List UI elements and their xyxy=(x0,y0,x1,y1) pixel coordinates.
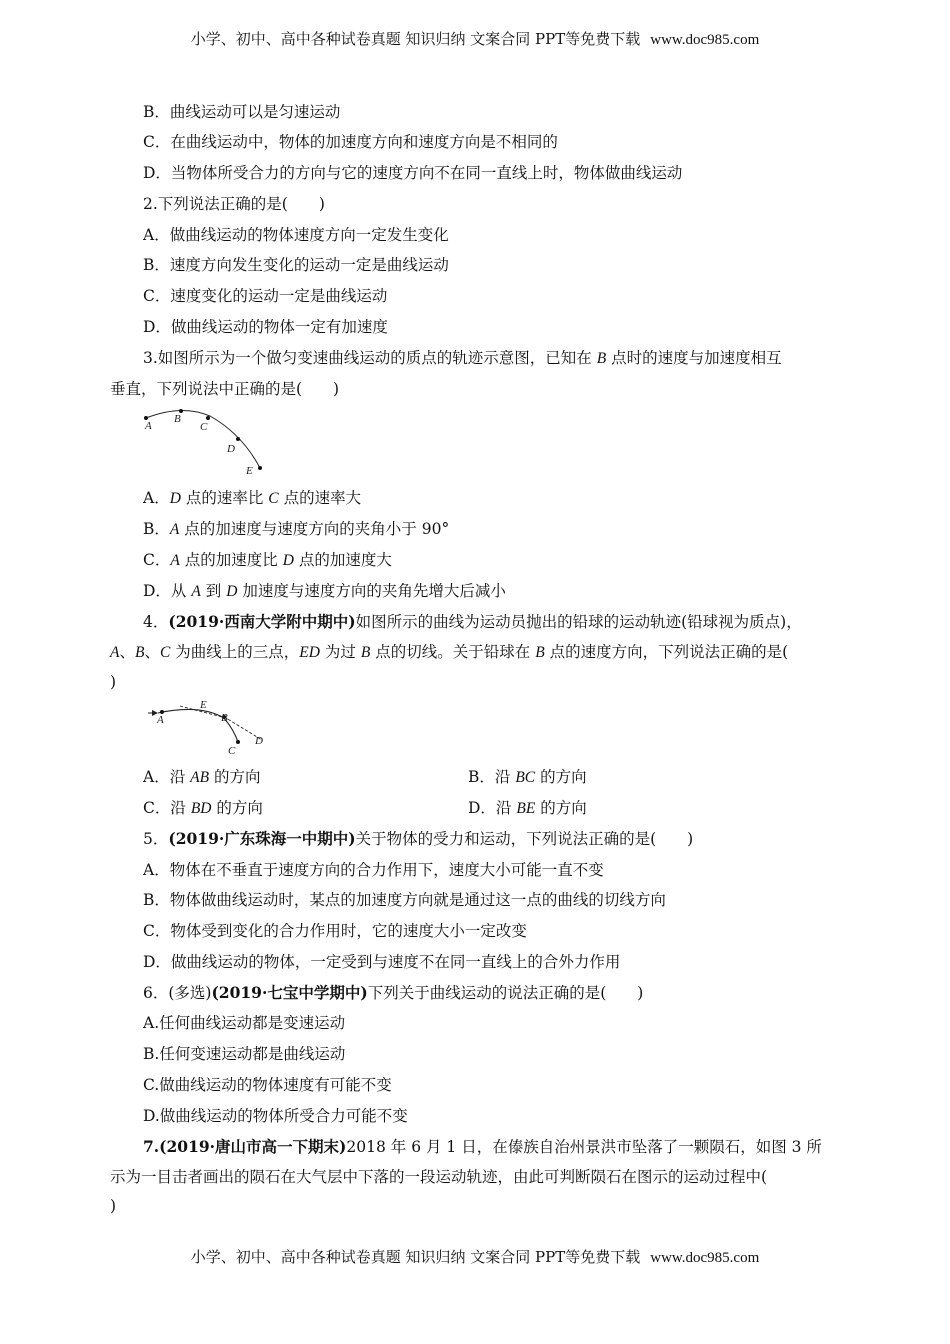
q4-option-a-var: AB xyxy=(190,769,210,786)
q4-option-b xyxy=(468,767,587,788)
q5-option-a: A．物体在不垂直于速度方向的合力作用下，速度大小可能一直不变 xyxy=(143,861,604,879)
q2-option-b: B．速度方向发生变化的运动一定是曲线运动 xyxy=(143,256,449,274)
q3-option-c xyxy=(143,550,392,571)
q3-option-a-mid: 点的速率比 xyxy=(185,489,264,507)
q4-shotput-figure xyxy=(142,696,270,756)
q7-stem-line3: ) xyxy=(110,1197,117,1215)
q7-stem-line2: 示为一目击者画出的陨石在大气层中下落的一段运动轨迹，由此可判断陨石在图示的运动过程中( xyxy=(110,1168,768,1186)
q2-option-c: C．速度变化的运动一定是曲线运动 xyxy=(143,287,388,305)
q6-option-c: C.做曲线运动的物体速度有可能不变 xyxy=(143,1076,392,1094)
q4-stem-mid: 为曲线上的三点， xyxy=(175,643,300,661)
q5-option-c: C．物体受到变化的合力作用时，它的速度大小一定改变 xyxy=(143,922,527,940)
q3-point-c xyxy=(206,416,210,420)
q7-source: 7.(2019·唐山市高一下期末) xyxy=(143,1137,347,1156)
page-footer xyxy=(0,1246,950,1267)
q4-label-c: C xyxy=(228,745,236,756)
q4-var-b3: B xyxy=(535,644,545,661)
q3-option-b-prefix: B． xyxy=(143,520,170,538)
q3-stem-var-b: B xyxy=(596,350,607,367)
q4-stem-end: 点的切线。关于铅球在 xyxy=(375,643,531,661)
q4-var-ed: ED xyxy=(299,644,320,661)
q3-stem-text-a: 3.如图所示为一个做匀变速曲线运动的质点的轨迹示意图，已知在 xyxy=(143,349,592,367)
q3-stem-line1 xyxy=(143,348,782,369)
q4-point-c xyxy=(236,740,240,744)
q3-option-a-prefix: A． xyxy=(143,489,170,507)
q3-label-d: D xyxy=(227,443,235,455)
q3-label-b: B xyxy=(174,413,181,425)
q3-option-c-end: 点的加速度大 xyxy=(298,551,392,569)
q4-source: (2019·西南大学附中期中) xyxy=(168,612,356,631)
q3-point-e xyxy=(258,466,262,470)
footer-text: 小学、初中、高中各种试卷真题 知识归纳 文案合同 PPT等免费下载 xyxy=(190,1248,641,1266)
q6-option-d: D.做曲线运动的物体所受合力可能不变 xyxy=(143,1107,408,1125)
footer-url: www.doc985.com xyxy=(650,1250,760,1266)
q4-sep1: 、 xyxy=(119,643,135,661)
q4-var-b: B xyxy=(134,644,145,661)
q5-source: (2019·广东珠海一中期中) xyxy=(168,829,356,848)
q4-option-a-end: 的方向 xyxy=(214,768,261,786)
q3-point-d xyxy=(236,437,240,441)
q4-option-d-prefix: D．沿 xyxy=(468,799,512,817)
q3-trajectory-figure xyxy=(138,402,268,478)
page-header xyxy=(0,28,950,49)
q4-option-a xyxy=(143,767,261,788)
q4-stem-mid2: 为过 xyxy=(324,643,356,661)
q3-option-a-var2: C xyxy=(268,490,279,507)
q2-option-d: D．做曲线运动的物体一定有加速度 xyxy=(143,318,388,336)
q3-label-c: C xyxy=(200,421,208,433)
q5-number: 5． xyxy=(143,830,169,848)
q4-label-e: E xyxy=(200,699,207,711)
q3-option-a-var1: D xyxy=(169,490,181,507)
q3-option-d-prefix: D．从 xyxy=(143,582,187,600)
q4-label-d: D xyxy=(255,735,263,747)
header-url: www.doc985.com xyxy=(650,32,760,48)
q5-option-b: B．物体做曲线运动时，某点的加速度方向就是通过这一点的曲线的切线方向 xyxy=(143,891,666,909)
q4-option-d-var: BE xyxy=(516,800,536,817)
q4-stem-end2: 点的速度方向，下列说法正确的是( xyxy=(549,643,789,661)
q4-option-c-var: BD xyxy=(190,800,212,817)
q3-option-b xyxy=(143,519,449,540)
q4-option-c xyxy=(143,798,263,819)
q4-sep2: 、 xyxy=(144,643,160,661)
q3-option-c-var1: A xyxy=(170,552,180,569)
q4-var-b2: B xyxy=(360,644,371,661)
q4-var-a: A xyxy=(110,644,120,661)
q3-stem-text-c: 点时的速度与加速度相互 xyxy=(611,349,782,367)
q4-var-c: C xyxy=(159,644,171,661)
q3-option-d xyxy=(143,581,506,602)
header-text: 小学、初中、高中各种试卷真题 知识归纳 文案合同 PPT等免费下载 xyxy=(190,30,641,48)
q2-stem: 2.下列说法正确的是( ) xyxy=(143,195,325,213)
q5-stem xyxy=(143,829,693,849)
q3-option-c-var2: D xyxy=(282,552,294,569)
q3-option-a xyxy=(143,488,361,509)
q4-option-c-prefix: C．沿 xyxy=(143,799,186,817)
q4-stem-line1 xyxy=(143,612,802,632)
q3-option-d-var2: D xyxy=(226,583,238,600)
q4-option-d xyxy=(468,798,587,819)
q4-option-b-end: 的方向 xyxy=(540,768,587,786)
q6-number: 6．(多选) xyxy=(143,984,212,1002)
q3-option-d-end: 加速度与速度方向的夹角先增大后减小 xyxy=(242,582,506,600)
q3-trajectory-curve xyxy=(146,410,260,468)
q7-stem-text1: 2018 年 6 月 1 日，在傣族自治州景洪市坠落了一颗陨石，如图 3 所 xyxy=(346,1138,822,1156)
q4-stem-line2 xyxy=(110,642,788,663)
q4-label-b: B xyxy=(221,712,228,724)
q3-option-b-var1: A xyxy=(169,521,180,538)
q6-option-b: B.任何变速运动都是曲线运动 xyxy=(143,1045,346,1063)
q6-option-a: A.任何曲线运动都是变速运动 xyxy=(143,1014,346,1032)
q3-option-d-var1: A xyxy=(191,583,201,600)
q3-stem-line2: 垂直，下列说法中正确的是( ) xyxy=(110,380,340,398)
q3-option-b-end: 点的加速度与速度方向的夹角小于 90° xyxy=(184,520,450,538)
q4-stem-text1: 如图所示的曲线为运动员抛出的铅球的运动轨迹(铅球视为质点)， xyxy=(355,613,802,631)
q3-label-a: A xyxy=(145,420,152,432)
q4-number: 4． xyxy=(143,613,169,631)
q7-stem-line1 xyxy=(143,1137,822,1157)
q5-stem-text: 关于物体的受力和运动，下列说法正确的是( ) xyxy=(355,830,694,848)
q1-option-c: C．在曲线运动中，物体的加速度方向和速度方向是不相同的 xyxy=(143,133,558,151)
q3-option-c-prefix: C． xyxy=(143,551,171,569)
q6-stem xyxy=(143,983,643,1003)
q3-option-c-mid: 点的加速度比 xyxy=(184,551,278,569)
q4-option-d-end: 的方向 xyxy=(540,799,587,817)
q1-option-d: D．当物体所受合力的方向与它的速度方向不在同一直线上时，物体做曲线运动 xyxy=(143,164,683,182)
q3-label-e: E xyxy=(246,465,253,477)
q1-option-b: B．曲线运动可以是匀速运动 xyxy=(143,103,341,121)
q2-option-a: A．做曲线运动的物体速度方向一定发生变化 xyxy=(143,226,449,244)
q4-option-b-var: BC xyxy=(515,769,536,786)
q4-option-a-prefix: A．沿 xyxy=(143,768,186,786)
q5-option-d: D．做曲线运动的物体，一定受到与速度不在同一直线上的合外力作用 xyxy=(143,953,621,971)
q6-source: (2019·七宝中学期中) xyxy=(211,983,368,1002)
q3-option-d-mid: 到 xyxy=(205,582,222,600)
q4-label-a: A xyxy=(157,714,164,726)
q4-option-c-end: 的方向 xyxy=(216,799,263,817)
q4-option-b-prefix: B．沿 xyxy=(468,768,511,786)
q6-stem-text: 下列关于曲线运动的说法正确的是( ) xyxy=(367,984,644,1002)
q4-stem-line3: ) xyxy=(110,673,117,691)
q3-option-a-end: 点的速率大 xyxy=(283,489,362,507)
